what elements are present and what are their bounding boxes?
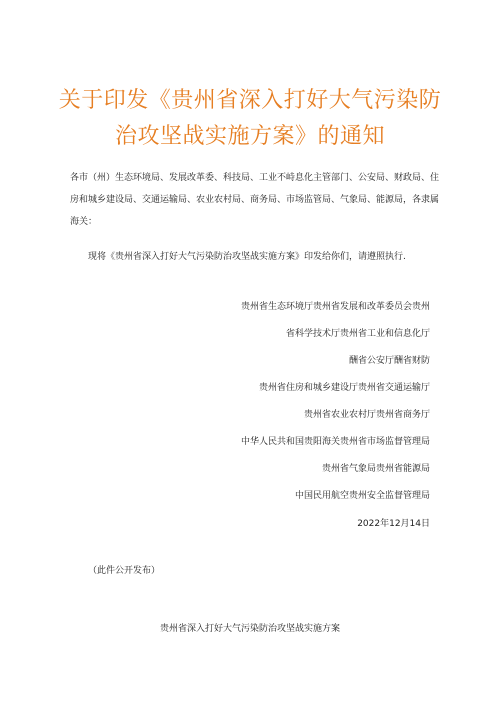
attachment-title: 贵州省深入打好大气污染防治攻坚战实施方案 (159, 624, 340, 634)
signer-line: 贵州省农业农村厅贵州省商务厅 (303, 410, 430, 420)
signer-line: 中国民用航空贵州安全监督管理局 (294, 491, 430, 501)
signer-line: 贵州省气象局贵州省能源局 (321, 464, 430, 474)
signer-line: 省科学技术厅贵州省工业和信息化厅 (285, 329, 430, 339)
notice-paragraph: 现将《贵州省深入打好大气污染防治攻坚战实施方案》印发给你们，请遵照执行. (88, 252, 406, 262)
signer-line: 中华人民共和国贵阳海关贵州省市场监督管理局 (240, 437, 430, 447)
issue-date: 2022年12月14日 (357, 519, 430, 529)
signer-line: 贵州省生态环境厅贵州省发展和改革委员会贵州 (240, 302, 430, 312)
document-title-line-1: 关于印发《贵州省深入打好大气污染防 (58, 88, 442, 113)
addressees-paragraph: 各市（州）生态环境局、发展改革委、科技局、工业不峙息化主管部门、公安局、财政局、住房和城乡建设局、交通运输局、农业农村局、商务局、市场监管局、气象局、能源局，各隶属海关： (70, 173, 440, 227)
publication-note: （此件公开发布） (88, 566, 161, 576)
signer-line: 酬省公安厅酬省财防 (348, 356, 430, 366)
signer-line: 贵州省住房和城乡建设厅贵州省交通运输厅 (258, 383, 430, 393)
document-title-line-2: 治攻坚战实施方案》的通知 (114, 124, 385, 149)
signing-agencies (130, 300, 430, 516)
